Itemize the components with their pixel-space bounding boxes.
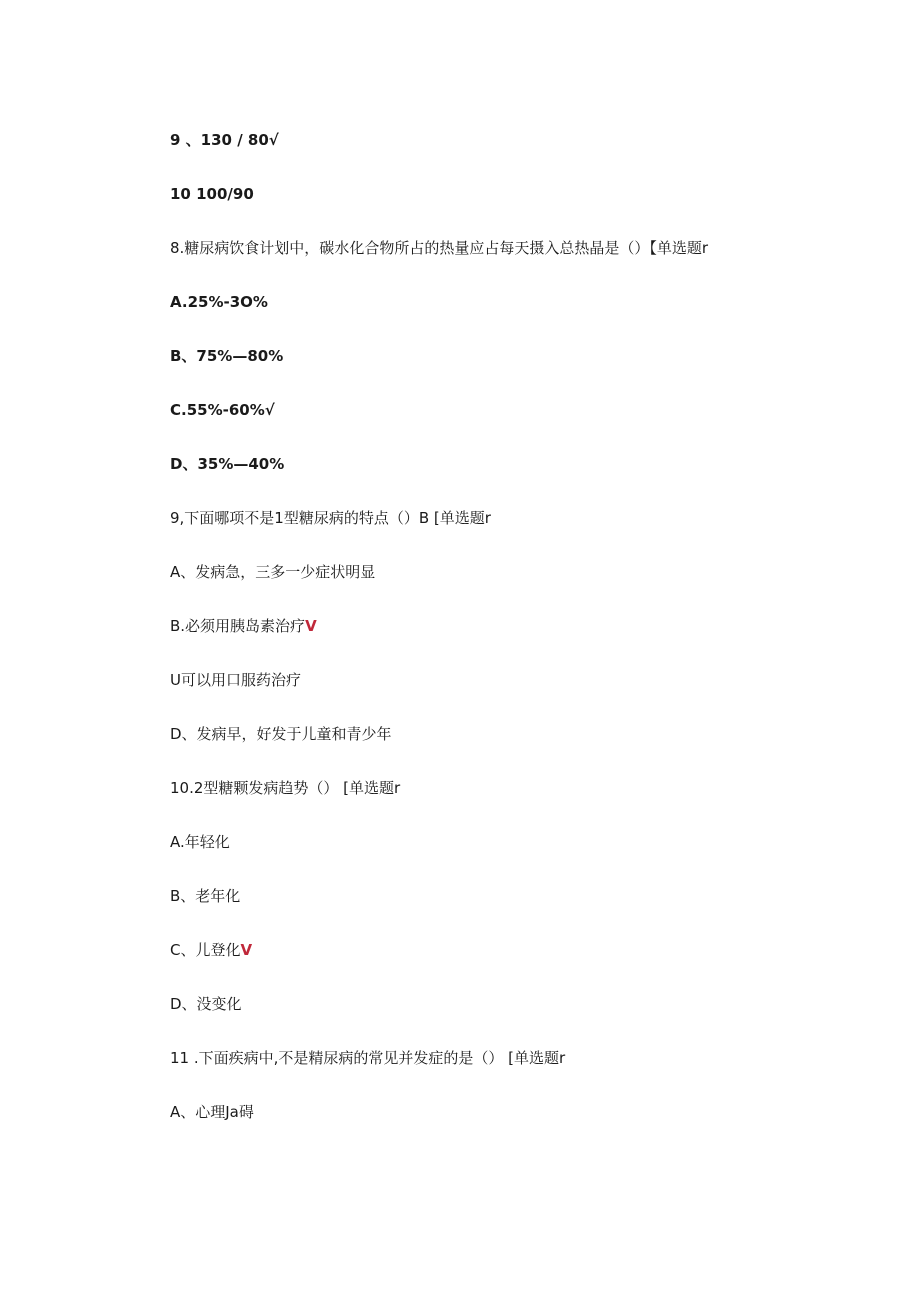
line-text: 9 、130 / 80√ [170,131,279,149]
option-line [170,724,392,744]
line-text: D、35%—40% [170,455,285,473]
line-text: D、没变化 [170,995,242,1013]
line-text: C、儿登化 [170,941,241,959]
line-text: 10.2型糖颗发病趋势（） [单选题r [170,779,401,797]
option-line [170,346,283,366]
option-line [170,940,252,960]
line-text: B.必须用胰岛素治疗 [170,617,306,635]
option-line [170,832,230,852]
option-line [170,562,375,582]
option-line [170,292,268,312]
option-line [170,886,240,906]
line-text: A.25%-3O% [170,293,268,311]
line-text: A.年轻化 [170,833,230,851]
line-text: U可以用口服药治疗 [170,671,301,689]
option-line [170,400,275,420]
line-text: B、老年化 [170,887,241,905]
line-text: B、75%—80% [170,347,284,365]
question-line [170,238,708,258]
option-line [170,670,301,690]
correct-answer-mark: V [305,617,317,635]
line-text: C.55%-60%√ [170,401,275,419]
option-line [170,1102,254,1122]
line-text: D、发病早，好发于儿童和青少年 [170,725,392,743]
line-text: A、发病急，三多一少症状明显 [170,563,376,581]
option-line [170,454,284,474]
option-line [170,184,254,204]
line-text: 10 100/90 [170,185,254,203]
question-line [170,508,491,528]
line-text: 11 .下面疾病中,不是精尿病的常见并发症的是（） [单选题r [170,1049,566,1067]
question-line [170,1048,565,1068]
line-text: 8.糖尿病饮食计划中，碳水化合物所占的热量应占每天摄入总热晶是（）【单选题r [170,239,708,257]
line-text: 9,下面哪项不是1型糖尿病的特点（）B [单选题r [170,509,491,527]
option-line [170,130,279,150]
line-text: A、心理Ja碍 [170,1103,254,1121]
correct-answer-mark: V [240,941,253,959]
question-line [170,778,400,798]
option-line [170,994,242,1014]
option-line [170,616,317,636]
